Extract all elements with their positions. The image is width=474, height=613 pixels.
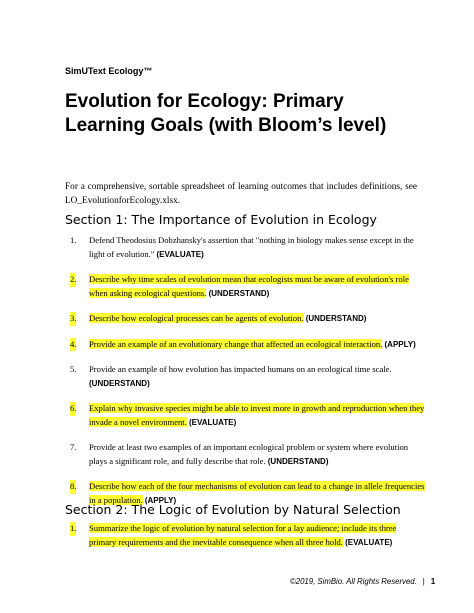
bloom-level-label: (UNDERSTAND) <box>305 314 367 323</box>
goal-text: Describe how each of the four mechanisms of evolution can lead to a change in allele frequencies in a population. <box>89 481 425 505</box>
bloom-level-label: (EVALUATE) <box>189 417 237 427</box>
goal-number: 3. <box>70 312 76 326</box>
goal-text: Provide an example of how evolution has impacted humans on an ecological time scale. <box>89 364 392 374</box>
section-2-heading: Section 2: The Logic of Evolution by Natural Selection <box>65 502 401 517</box>
goal-text: Provide at least two examples of an important ecological problem or system where evolution plays a significant role, and fully describe that role. <box>89 442 409 466</box>
goal-text: Explain why invasive species might be able to invest more in growth and reproduction when they invade a novel environment. <box>89 403 425 427</box>
learning-goal-item <box>65 522 425 549</box>
goal-number: 2. <box>70 273 76 287</box>
learning-goal-item <box>65 234 425 261</box>
page-title: Evolution for Ecology: Primary Learning Goals (with Bloom’s level) <box>65 91 387 136</box>
learning-goal-item <box>65 363 425 390</box>
bloom-level-label: (EVALUATE) <box>345 537 393 547</box>
bloom-level-label: (APPLY) <box>384 339 416 349</box>
goal-text: Describe how ecological processes can be agents of evolution. <box>89 313 304 323</box>
copyright-text: ©2019, SimBio. All Rights Reserved. <box>290 577 417 586</box>
goal-number: 7. <box>70 442 77 452</box>
bloom-level-label: (UNDERSTAND) <box>89 378 150 388</box>
goal-number: 1. <box>70 235 77 245</box>
intro-paragraph: For a comprehensive, sortable spreadsheet of learning outcomes that includes definitions, see LO_EvolutionforEcology.xlsx. <box>65 182 417 206</box>
goal-text: Describe why time scales of evolution mean that ecologists must be aware of evolution's role when asking ecological questions. <box>89 274 409 298</box>
learning-goal-item <box>65 273 425 300</box>
goal-number: 1. <box>70 522 76 536</box>
learning-goal-item <box>65 402 425 429</box>
learning-goal-item <box>65 441 425 468</box>
brand-label: SimUText Ecology™ <box>65 66 153 76</box>
footer-separator: | <box>422 577 425 586</box>
goal-text: Summarize the logic of evolution by natural selection for a lay audience; include its three primary requirements and the inevitable consequence when all three hold. <box>89 523 397 547</box>
section-1-goals-list <box>65 234 425 519</box>
bloom-level-label: (APPLY) <box>144 495 177 505</box>
learning-goal-item <box>65 312 425 326</box>
goal-number: 8. <box>70 480 76 494</box>
bloom-level-label: (UNDERSTAND) <box>208 288 270 298</box>
goal-number: 6. <box>70 402 76 416</box>
goal-number: 5. <box>70 364 77 374</box>
goal-text: Provide an example of an evolutionary change that affected an ecological interaction. <box>89 338 383 349</box>
learning-goal-item <box>65 338 425 352</box>
page-footer <box>290 577 435 586</box>
section-2-goals-list <box>65 522 425 561</box>
page-number: 1 <box>430 577 436 586</box>
goal-text: Defend Theodosius Dobzhansky's assertion that "nothing in biology makes sense except in the light of evolution." <box>89 235 414 259</box>
bloom-level-label: (UNDERSTAND) <box>267 456 329 466</box>
section-1-heading: Section 1: The Importance of Evolution in Ecology <box>65 212 377 227</box>
bloom-level-label: (EVALUATE) <box>156 249 204 259</box>
goal-number: 4. <box>70 338 76 352</box>
